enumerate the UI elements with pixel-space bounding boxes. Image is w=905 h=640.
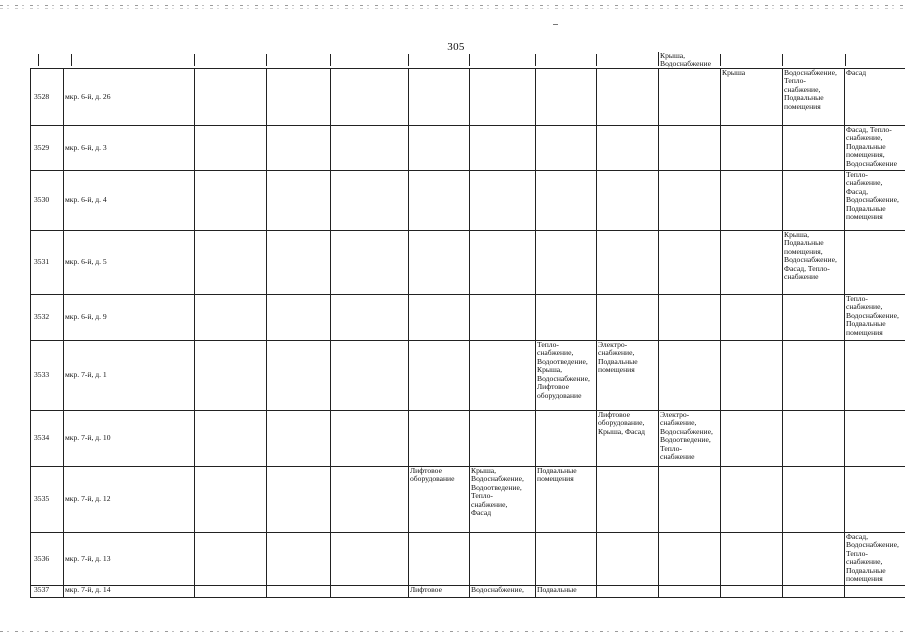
- work-type-cell: [331, 295, 409, 341]
- work-type-cell: Крыша, Водоснабжение, Водоотведение, Тепло- снабжение, Фасад: [470, 467, 536, 533]
- address-cell: мкр. 7-й, д. 1: [64, 341, 195, 411]
- work-type-cell: [267, 533, 331, 586]
- work-type-cell: [331, 69, 409, 126]
- work-type-cell: [783, 126, 845, 171]
- work-type-cell: [470, 126, 536, 171]
- address-cell: мкр. 7-й, д. 13: [64, 533, 195, 586]
- work-type-cell: Тепло- снабжение, Фасад, Водоснабжение, Подвальные помещения: [845, 171, 905, 231]
- work-type-cell: [195, 231, 267, 295]
- work-type-cell: [721, 126, 783, 171]
- work-type-cell: [267, 341, 331, 411]
- work-type-cell: [845, 467, 905, 533]
- work-type-cell: Лифтовое оборудование, Крыша, Фасад: [597, 411, 659, 467]
- work-type-cell: Фасад, Водоснабжение, Тепло- снабжение, Подвальные помещения: [845, 533, 905, 586]
- continuation-cell-text: Крыша, Водоснабжение: [658, 52, 722, 66]
- work-type-cell: Крыша, Подвальные помещения, Водоснабжение, Фасад, Тепло- снабжение: [783, 231, 845, 295]
- work-type-cell: [659, 126, 721, 171]
- work-type-cell: [659, 171, 721, 231]
- work-type-cell: [845, 231, 905, 295]
- work-type-cell: [721, 341, 783, 411]
- work-type-cell: [721, 295, 783, 341]
- table-continuation-header: [30, 51, 845, 69]
- work-type-cell: [783, 411, 845, 467]
- work-type-cell: [470, 341, 536, 411]
- work-type-cell: [470, 411, 536, 467]
- work-type-cell: [783, 533, 845, 586]
- work-type-cell: [409, 341, 470, 411]
- table-row: [31, 171, 905, 231]
- work-type-cell: [195, 171, 267, 231]
- work-type-cell: [536, 411, 597, 467]
- work-type-cell: [331, 533, 409, 586]
- work-type-cell: [409, 171, 470, 231]
- work-type-cell: [536, 126, 597, 171]
- work-type-cell: [267, 411, 331, 467]
- work-type-cell: Фасад, Тепло- снабжение, Подвальные помещения, Водоснабжение: [845, 126, 905, 171]
- scan-speck: [553, 24, 558, 25]
- work-type-cell: [331, 171, 409, 231]
- work-type-cell: [783, 171, 845, 231]
- repair-schedule-table: [30, 68, 905, 598]
- work-type-cell: Тепло- снабжение, Водоснабжение, Подвальные помещения: [845, 295, 905, 341]
- table-row: [31, 341, 905, 411]
- page-number: 305: [447, 41, 465, 53]
- work-type-cell: [659, 295, 721, 341]
- work-type-cell: [845, 411, 905, 467]
- work-type-cell: [331, 231, 409, 295]
- work-type-cell: [195, 341, 267, 411]
- table-row: [31, 295, 905, 341]
- work-type-cell: Лифтовое оборудование: [409, 467, 470, 533]
- work-type-cell: [597, 231, 659, 295]
- work-type-cell: Фасад: [845, 69, 905, 126]
- scan-noise-top-faint: [0, 8, 905, 9]
- continuation-cell: [330, 54, 410, 66]
- work-type-cell: [597, 69, 659, 126]
- work-type-cell: [783, 341, 845, 411]
- continuation-cell: [596, 54, 660, 66]
- work-type-cell: Электро- снабжение, Водоснабжение, Водоотведение, Тепло- снабжение: [659, 411, 721, 467]
- work-type-cell: Крыша: [721, 69, 783, 126]
- address-cell: мкр. 6-й, д. 5: [64, 231, 195, 295]
- work-type-cell: [470, 295, 536, 341]
- row-number: 3531: [31, 231, 64, 295]
- work-type-cell: [659, 533, 721, 586]
- work-type-cell: [845, 586, 905, 598]
- work-type-cell: [195, 586, 267, 598]
- work-type-cell: [536, 295, 597, 341]
- work-type-cell: [536, 533, 597, 586]
- table-row: [31, 231, 905, 295]
- work-type-cell: [409, 126, 470, 171]
- work-type-cell: [470, 533, 536, 586]
- work-type-cell: [783, 586, 845, 598]
- work-type-cell: [721, 231, 783, 295]
- address-cell: мкр. 6-й, д. 9: [64, 295, 195, 341]
- table-row: [31, 411, 905, 467]
- work-type-cell: [409, 69, 470, 126]
- work-type-cell: Подвальные помещения: [536, 467, 597, 533]
- row-number: 3533: [31, 341, 64, 411]
- work-type-cell: [659, 467, 721, 533]
- scan-noise-bottom: [0, 631, 905, 632]
- work-type-cell: [195, 295, 267, 341]
- work-type-cell: [195, 533, 267, 586]
- work-type-cell: Водоснабжение,: [470, 586, 536, 598]
- address-cell: мкр. 7-й, д. 10: [64, 411, 195, 467]
- work-type-cell: Тепло- снабжение, Водоотведение, Крыша, Водоснабжение, Лифтовое оборудование: [536, 341, 597, 411]
- work-type-cell: [659, 586, 721, 598]
- address-cell: мкр. 6-й, д. 3: [64, 126, 195, 171]
- work-type-cell: [597, 171, 659, 231]
- work-type-cell: [331, 467, 409, 533]
- work-type-cell: [267, 126, 331, 171]
- work-type-cell: Подвальные: [536, 586, 597, 598]
- work-type-cell: [267, 231, 331, 295]
- table-row: [31, 69, 905, 126]
- row-number: 3530: [31, 171, 64, 231]
- work-type-cell: [597, 467, 659, 533]
- work-type-cell: [536, 69, 597, 126]
- continuation-cell: [71, 54, 196, 66]
- work-type-cell: [659, 231, 721, 295]
- work-type-cell: [597, 126, 659, 171]
- continuation-cell: [720, 54, 784, 66]
- table-row: [31, 533, 905, 586]
- address-cell: мкр. 6-й, д. 4: [64, 171, 195, 231]
- table-row: [31, 467, 905, 533]
- work-type-cell: [597, 533, 659, 586]
- row-number: 3529: [31, 126, 64, 171]
- address-cell: мкр. 7-й, д. 14: [64, 586, 195, 598]
- work-type-cell: [267, 69, 331, 126]
- work-type-cell: [331, 126, 409, 171]
- work-type-cell: [470, 231, 536, 295]
- row-number: 3537: [31, 586, 64, 598]
- continuation-cell: [408, 54, 471, 66]
- work-type-cell: [409, 411, 470, 467]
- work-type-cell: [195, 69, 267, 126]
- work-type-cell: [721, 171, 783, 231]
- work-type-cell: [409, 295, 470, 341]
- work-type-cell: [597, 586, 659, 598]
- row-number: 3532: [31, 295, 64, 341]
- work-type-cell: [721, 586, 783, 598]
- work-type-cell: [659, 69, 721, 126]
- row-number: 3535: [31, 467, 64, 533]
- work-type-cell: [721, 411, 783, 467]
- work-type-cell: [470, 171, 536, 231]
- continuation-cell: [266, 54, 332, 66]
- work-type-cell: [659, 341, 721, 411]
- work-type-cell: [331, 341, 409, 411]
- work-type-cell: Водоснабжение, Тепло- снабжение, Подвальные помещения: [783, 69, 845, 126]
- work-type-cell: [783, 467, 845, 533]
- continuation-cell: [469, 54, 537, 66]
- work-type-cell: [536, 231, 597, 295]
- continuation-cell: [782, 54, 847, 66]
- address-cell: мкр. 6-й, д. 26: [64, 69, 195, 126]
- work-type-cell: [721, 467, 783, 533]
- continuation-cell: [194, 54, 268, 66]
- work-type-cell: [267, 171, 331, 231]
- continuation-cell: [535, 54, 598, 66]
- continuation-cell: [845, 54, 847, 66]
- table-row: [31, 586, 905, 598]
- work-type-cell: [267, 295, 331, 341]
- work-type-cell: [783, 295, 845, 341]
- work-type-cell: Электро- снабжение, Подвальные помещения: [597, 341, 659, 411]
- work-type-cell: [195, 467, 267, 533]
- work-type-cell: [409, 533, 470, 586]
- work-type-cell: [195, 411, 267, 467]
- scan-noise-top: [0, 5, 905, 6]
- row-number: 3536: [31, 533, 64, 586]
- work-type-cell: [331, 586, 409, 598]
- work-type-cell: [409, 231, 470, 295]
- address-cell: мкр. 7-й, д. 12: [64, 467, 195, 533]
- work-type-cell: [195, 126, 267, 171]
- work-type-cell: [331, 411, 409, 467]
- continuation-cell: [38, 54, 73, 66]
- work-type-cell: [267, 467, 331, 533]
- row-number: 3534: [31, 411, 64, 467]
- work-type-cell: [470, 69, 536, 126]
- row-number: 3528: [31, 69, 64, 126]
- work-type-cell: [536, 171, 597, 231]
- work-type-cell: Лифтовое: [409, 586, 470, 598]
- work-type-cell: [845, 341, 905, 411]
- work-type-cell: [597, 295, 659, 341]
- work-type-cell: [721, 533, 783, 586]
- table-row: [31, 126, 905, 171]
- work-type-cell: [267, 586, 331, 598]
